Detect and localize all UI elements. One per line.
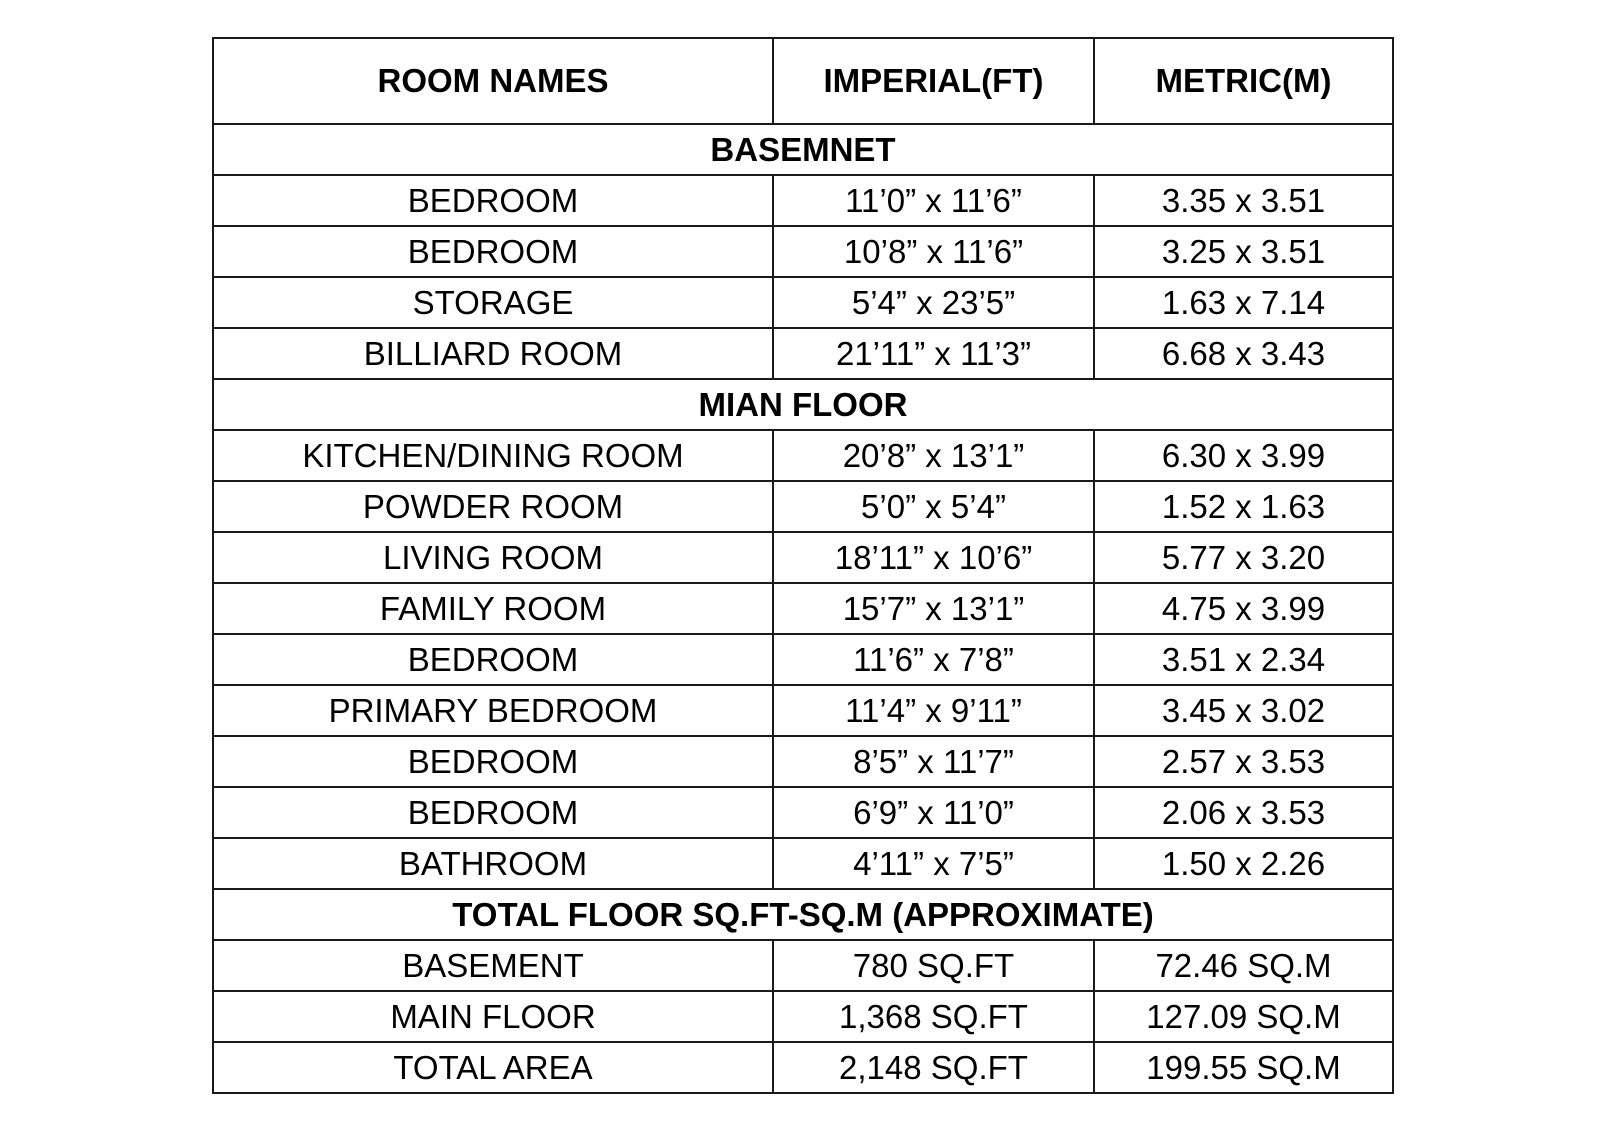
room-name-cell: BEDROOM bbox=[213, 736, 773, 787]
table-row bbox=[213, 481, 1393, 532]
imperial-cell: 21’11” x 11’3” bbox=[773, 328, 1094, 379]
room-name-cell: BEDROOM bbox=[213, 787, 773, 838]
header-row bbox=[213, 38, 1393, 124]
imperial-cell: 11’0” x 11’6” bbox=[773, 175, 1094, 226]
imperial-cell: 5’0” x 5’4” bbox=[773, 481, 1094, 532]
metric-cell: 3.25 x 3.51 bbox=[1094, 226, 1393, 277]
room-name-cell: PRIMARY BEDROOM bbox=[213, 685, 773, 736]
imperial-cell: 15’7” x 13’1” bbox=[773, 583, 1094, 634]
room-name-cell: BATHROOM bbox=[213, 838, 773, 889]
metric-cell: 1.52 x 1.63 bbox=[1094, 481, 1393, 532]
table-row bbox=[213, 277, 1393, 328]
metric-cell: 2.57 x 3.53 bbox=[1094, 736, 1393, 787]
metric-cell: 3.51 x 2.34 bbox=[1094, 634, 1393, 685]
header-metric: METRIC(M) bbox=[1094, 38, 1393, 124]
room-name-cell: FAMILY ROOM bbox=[213, 583, 773, 634]
imperial-cell: 11’4” x 9’11” bbox=[773, 685, 1094, 736]
imperial-cell: 1,368 SQ.FT bbox=[773, 991, 1094, 1042]
metric-cell: 127.09 SQ.M bbox=[1094, 991, 1393, 1042]
imperial-cell: 10’8” x 11’6” bbox=[773, 226, 1094, 277]
table-row bbox=[213, 175, 1393, 226]
table-row bbox=[213, 991, 1393, 1042]
room-name-cell: TOTAL AREA bbox=[213, 1042, 773, 1093]
imperial-cell: 8’5” x 11’7” bbox=[773, 736, 1094, 787]
table-row bbox=[213, 1042, 1393, 1093]
room-name-cell: BEDROOM bbox=[213, 226, 773, 277]
imperial-cell: 2,148 SQ.FT bbox=[773, 1042, 1094, 1093]
imperial-cell: 18’11” x 10’6” bbox=[773, 532, 1094, 583]
section-header-row bbox=[213, 379, 1393, 430]
room-name-cell: MAIN FLOOR bbox=[213, 991, 773, 1042]
metric-cell: 3.35 x 3.51 bbox=[1094, 175, 1393, 226]
metric-cell: 72.46 SQ.M bbox=[1094, 940, 1393, 991]
metric-cell: 1.63 x 7.14 bbox=[1094, 277, 1393, 328]
imperial-cell: 20’8” x 13’1” bbox=[773, 430, 1094, 481]
section-header-row bbox=[213, 889, 1393, 940]
table-row bbox=[213, 838, 1393, 889]
imperial-cell: 4’11” x 7’5” bbox=[773, 838, 1094, 889]
metric-cell: 3.45 x 3.02 bbox=[1094, 685, 1393, 736]
room-name-cell: BASEMENT bbox=[213, 940, 773, 991]
room-name-cell: STORAGE bbox=[213, 277, 773, 328]
section-title: MIAN FLOOR bbox=[213, 379, 1393, 430]
header-imperial: IMPERIAL(FT) bbox=[773, 38, 1094, 124]
imperial-cell: 780 SQ.FT bbox=[773, 940, 1094, 991]
room-name-cell: BEDROOM bbox=[213, 634, 773, 685]
room-name-cell: LIVING ROOM bbox=[213, 532, 773, 583]
section-title: TOTAL FLOOR SQ.FT-SQ.M (APPROXIMATE) bbox=[213, 889, 1393, 940]
room-name-cell: KITCHEN/DINING ROOM bbox=[213, 430, 773, 481]
table-row bbox=[213, 328, 1393, 379]
table-row bbox=[213, 532, 1393, 583]
imperial-cell: 11’6” x 7’8” bbox=[773, 634, 1094, 685]
table-row bbox=[213, 940, 1393, 991]
table-row bbox=[213, 685, 1393, 736]
imperial-cell: 6’9” x 11’0” bbox=[773, 787, 1094, 838]
metric-cell: 4.75 x 3.99 bbox=[1094, 583, 1393, 634]
table-row bbox=[213, 736, 1393, 787]
header-room-names: ROOM NAMES bbox=[213, 38, 773, 124]
section-title: BASEMNET bbox=[213, 124, 1393, 175]
imperial-cell: 5’4” x 23’5” bbox=[773, 277, 1094, 328]
room-name-cell: BEDROOM bbox=[213, 175, 773, 226]
room-dimensions-table bbox=[212, 37, 1394, 1094]
table-row bbox=[213, 430, 1393, 481]
metric-cell: 2.06 x 3.53 bbox=[1094, 787, 1393, 838]
metric-cell: 5.77 x 3.20 bbox=[1094, 532, 1393, 583]
table-row bbox=[213, 787, 1393, 838]
section-header-row bbox=[213, 124, 1393, 175]
table-body bbox=[213, 124, 1393, 1093]
room-name-cell: BILLIARD ROOM bbox=[213, 328, 773, 379]
metric-cell: 6.30 x 3.99 bbox=[1094, 430, 1393, 481]
room-name-cell: POWDER ROOM bbox=[213, 481, 773, 532]
table-row bbox=[213, 226, 1393, 277]
metric-cell: 6.68 x 3.43 bbox=[1094, 328, 1393, 379]
table-row bbox=[213, 634, 1393, 685]
table-row bbox=[213, 583, 1393, 634]
metric-cell: 1.50 x 2.26 bbox=[1094, 838, 1393, 889]
metric-cell: 199.55 SQ.M bbox=[1094, 1042, 1393, 1093]
